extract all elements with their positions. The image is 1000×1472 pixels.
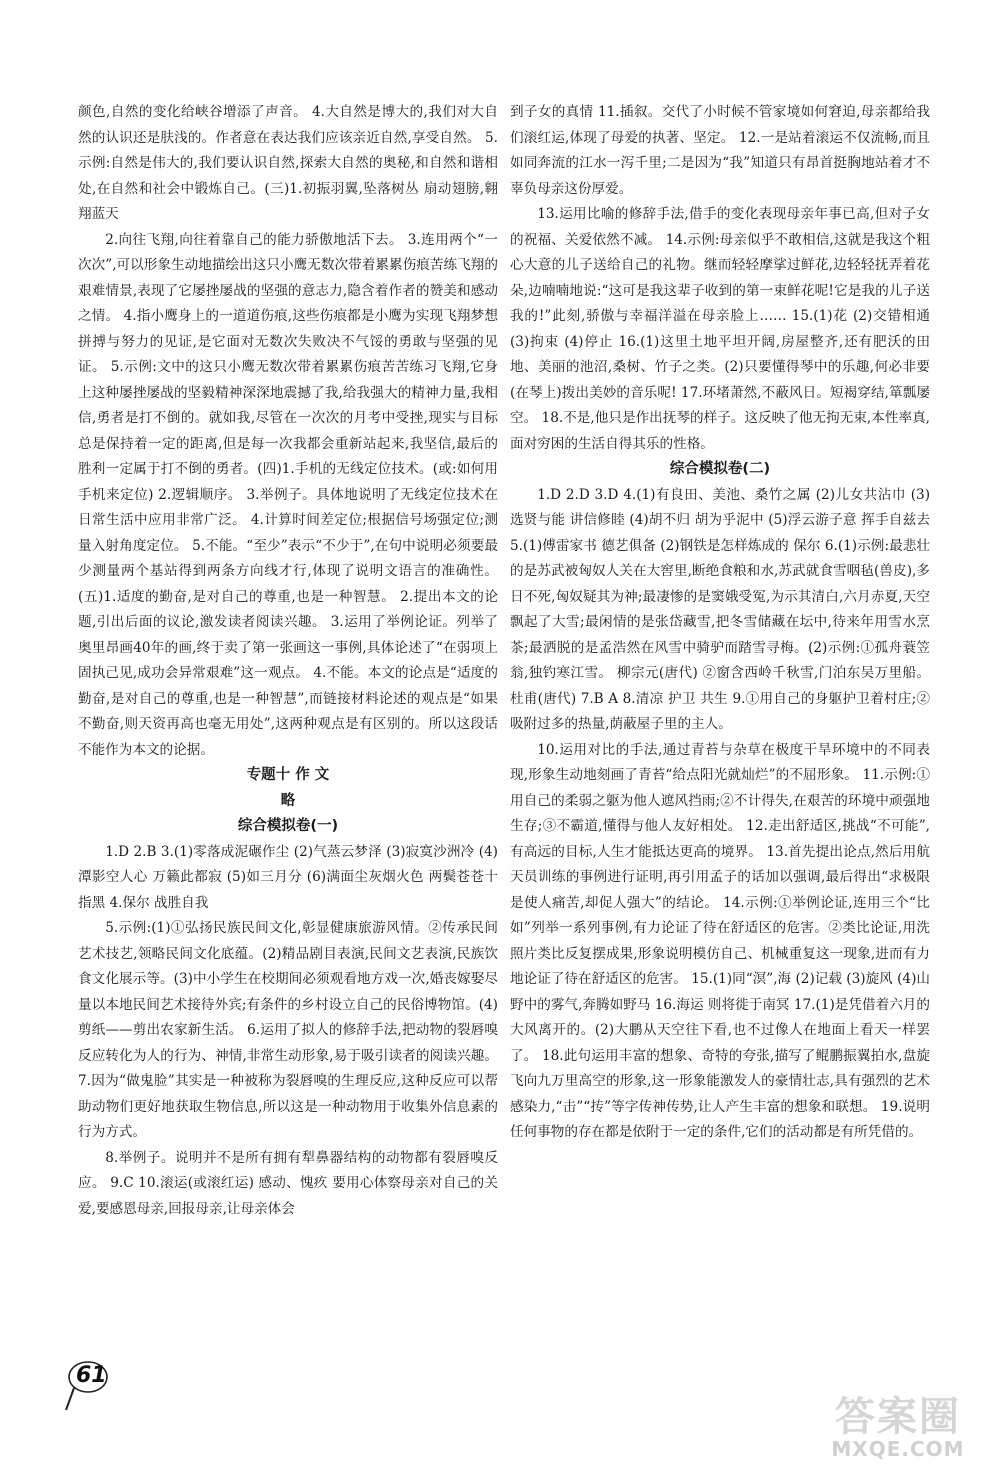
page-number-badge (62, 1355, 122, 1415)
section-heading: 专题十 作 文 (246, 767, 330, 783)
answer-paragraph: 1.D 2.B 3.(1)零落成泥碾作尘 (2)气蒸云梦泽 (3)寂寞沙洲冷 (4)潭影空人心 万籁此都寂 (5)如三月分 (6)满面尘灰烟火色 两鬓苍苍十指黑 4.保尔 战胜自我 (78, 843, 498, 911)
answer-paragraph: 8.举例子。说明并不是所有拥有犁鼻器结构的动物都有裂唇嗅反应。 9.C 10.滚运(或滚红运) 感动、愧疚 要用心体察母亲对自己的关爱,要感恩母亲,回报母亲,让母亲体会 (78, 1149, 498, 1217)
right-column (510, 100, 930, 1146)
left-column (78, 100, 498, 1222)
answer-paragraph: 1.D 2.D 3.D 4.(1)有良田、美池、桑竹之属 (2)儿女共沾巾 (3)选贤与能 讲信修睦 (4)胡不归 胡为乎泥中 (5)浮云游子意 挥手自兹去 5.(1)傅雷家书 德艺俱备 (2)钢铁是怎样炼成的 保尔 6.(1)示例:最悲壮的是苏武被匈奴人关在大窖里,断绝食粮和水,苏武就食雪咽毡(兽皮),多日不死,匈奴疑其为神;最凄惨的是窦娥受冤,为示其清白,六月赤夏,天空飘起了大雪;最闲情的是张岱藏雪,把冬雪储藏在坛中,待来年用雪水烹茶;最洒脱的是孟浩然在风雪中骑驴而踏雪寻梅。(2)示例:①孤舟蓑笠翁,独钓寒江雪。 柳宗元(唐代) ②窗含西岭千秋雪,门泊东吴万里船。 杜甫(唐代) 7.B A 8.清凉 护卫 共生 9.①用自己的身躯护卫着村庄;②吸附过多的热量,荫蔽屋子里的主人。 (510, 486, 930, 732)
section-heading: 综合模拟卷(一) (237, 818, 339, 834)
answer-paragraph: 到子女的真情 11.插叙。交代了小时候不管家境如何窘迫,母亲都给我们滚红运,体现了母爱的执著、坚定。 12.一是站着滚运不仅流畅,而且如同奔流的江水一泻千里;二是因为“我”知道只有昂首挺胸地站着才不辜负母亲这份厚爱。 (510, 104, 930, 197)
answer-paragraph: 5.示例:(1)①弘扬民族民间文化,彰显健康旅游风情。②传承民间艺术技艺,领略民间文化底蕴。(2)精品剧目表演,民间文艺表演,民族饮食文化展示等。(3)中小学生在校期间必须观看地方戏一次,婚丧嫁娶尽量以本地民间艺术接待外宾;有条件的乡村设立自己的民俗博物馆。(4)剪纸——剪出农家新生活。 6.运用了拟人的修辞手法,把动物的裂唇嗅反应转化为人的行为、神情,非常生动形象,易于吸引读者的阅读兴趣。 7.因为“做鬼脸”其实是一种被称为裂唇嗅的生理反应,这种反应可以帮助动物们更好地获取生物信息,所以这是一种动物用于收集外信息素的行为方式。 (78, 920, 498, 1140)
section-heading: 略 (280, 792, 296, 809)
page-number: 61 (76, 1363, 107, 1388)
watermark (808, 1385, 988, 1467)
answer-paragraph: 2.向往飞翔,向往着靠自己的能力骄傲地活下去。 3.连用两个“一次次”,可以形象生动地描绘出这只小鹰无数次带着累累伤痕苦练飞翔的艰难情景,表现了它屡挫屡战的坚强的意志力,隐含着作者的赞美和感动之情。 4.指小鹰身上的一道道伤痕,这些伤痕都是小鹰为实现飞翔梦想拼搏与努力的见证,是它面对无数次失败决不气馁的勇敢与坚强的见证。 5.示例:文中的这只小鹰无数次带着累累伤痕苦苦练习飞翔,它身上这种屡挫屡战的坚毅精神深深地震撼了我,给我强大的精神力量,我相信,勇者是打不倒的。就如我,尽管在一次次的月考中受挫,现实与目标总是保持着一定的距离,但是每一次我都会重新站起来,我坚信,最后的胜利一定属于打不倒的勇者。(四)1.手机的无线定位技术。(或:如何用手机来定位) 2.逻辑顺序。 3.举例子。具体地说明了无线定位技术在日常生活中应用非常广泛。 4.计算时间差定位;根据信号场强定位;测量入射角度定位。 5.不能。“至少”表示“不少于”,在句中说明必须要最少测量两个基站得到两条方向线才行,体现了说明文语言的准确性。(五)1.适度的勤奋,是对自己的尊重,也是一种智慧。 2.提出本文的论题,引出后面的议论,激发读者阅读兴趣。 3.运用了举例论证。列举了奥里昂画40年的画,终于卖了第一张画这一事例,具体论述了“在弱项上固执己见,成功会异常艰难”这一观点。 4.不能。本文的论点是“适度的勤奋,是对自己的尊重,也是一种智慧”,而链接材料论述的观点是“如果不勤奋,则天资再高也毫无用处”,这两种观点是有区别的。所以这段话不能作为本文的论据。 (78, 231, 498, 758)
watermark-main: 答案圈 (835, 1394, 961, 1440)
answer-paragraph: 颜色,自然的变化给峡谷增添了声音。 4.大自然是博大的,我们对大自然的认识还是肤浅的。作者意在表达我们应该亲近自然,享受自然。 5.示例:自然是伟大的,我们要认识自然,探索大自然的奥秘,和自然和谐相处,在自然和社会中锻炼自己。(三)1.初振羽翼,坠落树丛 扇动翅膀,翱翔蓝天 (78, 104, 498, 222)
watermark-sub: MXQE.COM (831, 1437, 965, 1461)
section-heading: 综合模拟卷(二) (669, 461, 771, 477)
answer-paragraph: 13.运用比喻的修辞手法,借手的变化表现母亲年事已高,但对子女的祝福、关爱依然不减。 14.示例:母亲似乎不敢相信,这就是我这个粗心大意的儿子送给自己的礼物。继而轻轻摩挲过鲜花,边轻轻抚弄着花朵,边喃喃地说:“这可是我这辈子收到的第一束鲜花呢!它是我的儿子送我的!”此刻,骄傲与幸福洋溢在母亲脸上…… 15.(1)花 (2)交错相通 (3)拘束 (4)停止 16.(1)这里土地平坦开阔,房屋整齐,还有肥沃的田地、美丽的池沼,桑树、竹子之类。(2)只要懂得琴中的乐趣,何必非要(在琴上)拨出美妙的音乐呢! 17.环堵萧然,不蔽风日。短褐穿结,箪瓢屡空。 18.不是,他只是作出抚琴的样子。这反映了他无拘无束,本性率真,面对穷困的生活自得其乐的性格。 (510, 206, 930, 452)
answer-paragraph: 10.运用对比的手法,通过青苔与杂草在极度干旱环境中的不同表现,形象生动地刻画了青苔“给点阳光就灿烂”的不屈形象。 11.示例:①用自己的柔弱之躯为他人遮风挡雨;②不计得失,在艰苦的环境中顽强地生存;③不霸道,懂得与他人友好相处。 12.走出舒适区,挑战“不可能”,有高远的目标,人生才能抵达更高的境界。 13.首先提出论点,然后用航天员训练的事例进行证明,再引用孟子的话加以强调,最后得出“求极限是使人痛苦,却促人强大”的结论。 14.示例:①举例论证,连用三个“比如”列举一系列事例,有力论证了待在舒适区的危害。②类比论证,用洗照片类比反复摆成果,形象说明模仿自己、机械重复这一现象,进而有力地论证了待在舒适区的危害。 15.(1)同“溟”,海 (2)记载 (3)旋风 (4)山野中的雾气,奔腾如野马 16.海运 则将徙于南冥 17.(1)是凭借着六月的大风离开的。(2)大鹏从天空往下看,也不过像人在地面上看天一样罢了。 18.此句运用丰富的想象、奇特的夸张,描写了鲲鹏振翼拍水,盘旋飞向九万里高空的形象,这一形象能激发人的豪情壮志,具有强烈的艺术感染力,“击”“抟”等字传神传势,让人产生丰富的想象和联想。 19.说明任何事物的存在都是依附于一定的条件,它们的活动都是有所凭借的。 (510, 741, 930, 1140)
